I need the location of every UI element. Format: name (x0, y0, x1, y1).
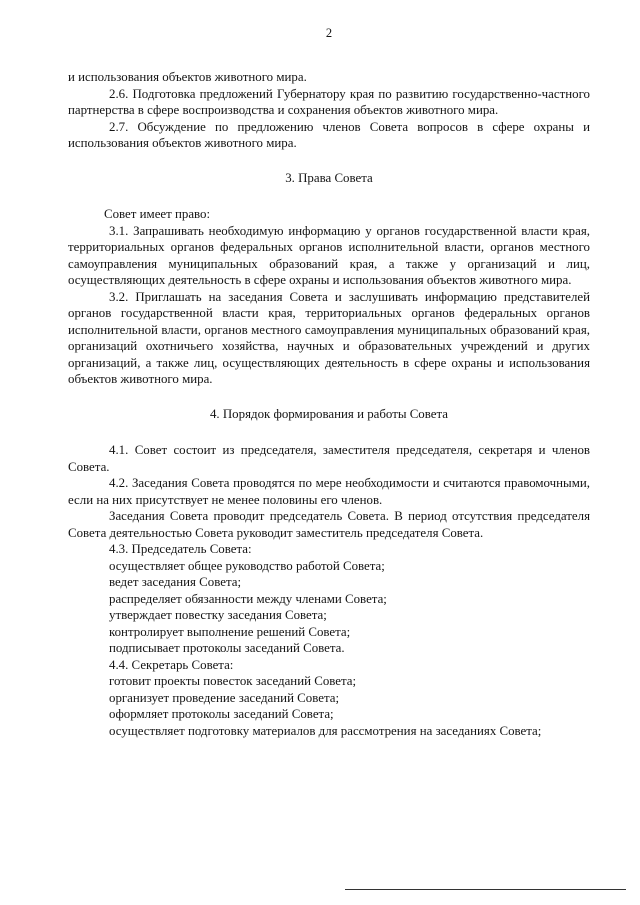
list-item: ведет заседания Совета; (109, 575, 242, 589)
section-heading-4: 4. Порядок формирования и работы Совета (209, 406, 449, 421)
page-bottom-rule (345, 889, 626, 890)
paragraph-continuation: и использования объектов животного мира. (68, 70, 307, 84)
list-item: подписывает протоколы заседаний Совета. (109, 641, 345, 655)
section-heading-3: 3. Права Совета (285, 170, 373, 185)
paragraph-4-2: 4.2. Заседания Совета проводятся по мере необходимости и считаются правомочными, если на них присутствует не менее половины его членов. (68, 476, 590, 507)
page-number: 2 (325, 26, 333, 40)
paragraph-4-4: 4.4. Секретарь Совета: (109, 657, 234, 672)
list-item: организует проведение заседаний Совета; (109, 690, 340, 705)
paragraph-2-6: 2.6. Подготовка предложений Губернатору края по развитию государственно-частного партнерства в сфере воспроизводства и сохранения объектов животного мира. (68, 86, 590, 117)
list-item: оформляет протоколы заседаний Совета; (109, 707, 334, 721)
paragraph-2-7: 2.7. Обсуждение по предложению членов Совета вопросов в сфере охраны и использования объектов животного мира. (68, 119, 590, 150)
paragraph-4-3: 4.3. Председатель Совета: (109, 542, 252, 556)
list-item: утверждает повестку заседания Совета; (109, 608, 327, 622)
list-item: осуществляет общее руководство работой Совета; (109, 558, 385, 573)
paragraph-chairman-absence: Заседания Совета проводит председатель Совета. В период отсутствия председателя Совета деятельностью Совета руководит заместитель председателя Совета. (68, 509, 590, 540)
paragraph-3-1: 3.1. Запрашивать необходимую информацию у органов государственной власти края, территориальных органов федеральных органов исполнительной власти, органов местного самоуправления муниципальных образований края, а также у организаций и лиц, осуществляющих деятельность в сфере охраны и использования объектов животного мира. (68, 223, 590, 287)
list-item: контролирует выполнение решений Совета; (109, 624, 351, 639)
list-item: распределяет обязанности между членами Совета; (109, 591, 387, 606)
paragraph-3-2: 3.2. Приглашать на заседания Совета и заслушивать информацию представителей органов государственной власти края, территориальных органов федеральных органов исполнительной власти, органов местного самоуправления муниципальных образований края, организаций охотничьего хозяйства, научных и образовательных учреждений и других организаций, а также лиц, осуществляющих деятельность в сфере охраны и использования объектов животного мира. (68, 289, 590, 386)
paragraph-4-1: 4.1. Совет состоит из председателя, заместителя председателя, секретаря и членов Совета. (68, 443, 590, 474)
list-item: осуществляет подготовку материалов для рассмотрения на заседаниях Совета; (109, 723, 542, 738)
list-item: готовит проекты повесток заседаний Совета; (109, 674, 357, 688)
paragraph-rights-intro: Совет имеет право: (104, 207, 211, 221)
